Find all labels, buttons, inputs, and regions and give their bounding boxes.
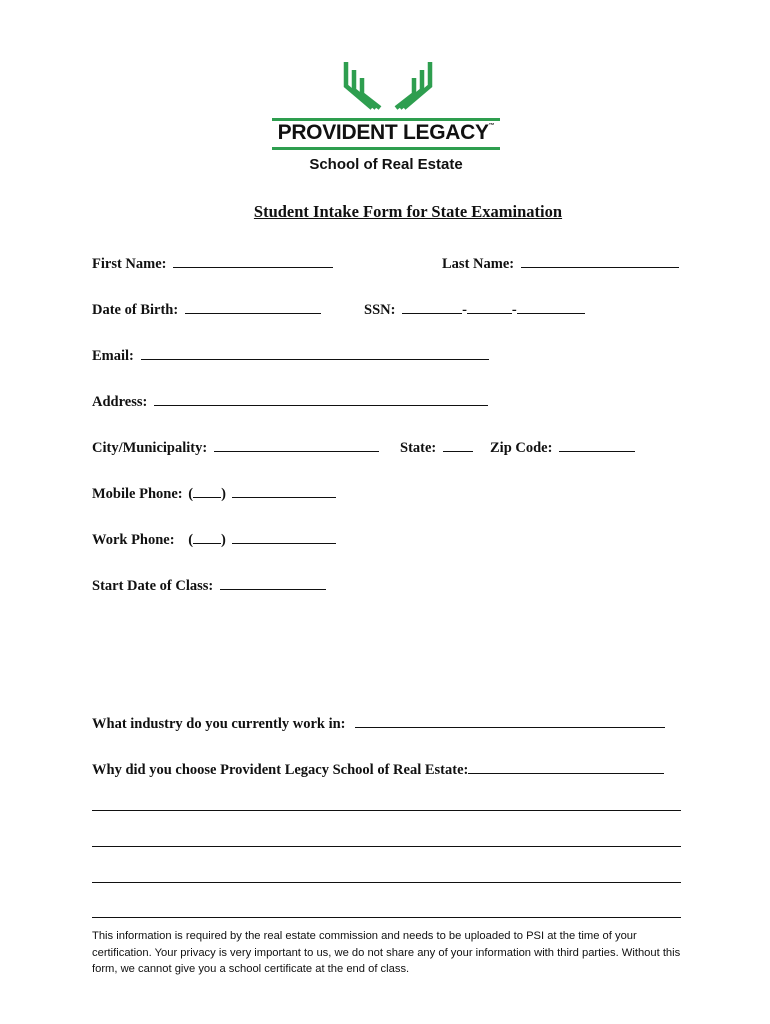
ssn-part2-input[interactable] bbox=[467, 300, 512, 314]
mobile-phone-field bbox=[92, 484, 336, 503]
why-label: Why did you choose Provident Legacy School of Real Estate: bbox=[92, 762, 469, 778]
form-title: Student Intake Form for State Examination bbox=[253, 202, 563, 221]
zip-field bbox=[490, 438, 635, 457]
privacy-notice: This information is required by the real estate commission and needs to be uploaded to PSI at the time of your certification. Your privacy is very important to us, we do not share any of your information with third parties. Without this form, we cannot give you a school certificate at the end of class. bbox=[92, 930, 681, 975]
city-input[interactable] bbox=[214, 438, 379, 452]
area-code-close: ) bbox=[221, 532, 226, 548]
work-phone-label: Work Phone: bbox=[92, 532, 175, 548]
open-book-icon bbox=[338, 58, 438, 112]
state-field bbox=[400, 438, 473, 457]
first-name-input[interactable] bbox=[173, 254, 333, 268]
city-field bbox=[92, 438, 379, 457]
state-label: State: bbox=[400, 440, 437, 456]
ssn-part1-input[interactable] bbox=[402, 300, 462, 314]
mobile-phone-label: Mobile Phone: bbox=[92, 486, 183, 502]
industry-label: What industry do you currently work in: bbox=[92, 716, 346, 732]
start-date-field bbox=[92, 576, 326, 595]
ssn-part3-input[interactable] bbox=[517, 300, 585, 314]
last-name-field bbox=[442, 254, 679, 273]
email-input[interactable] bbox=[141, 346, 489, 360]
first-name-field bbox=[92, 254, 333, 273]
why-answer-line[interactable] bbox=[92, 917, 681, 918]
why-answer-line[interactable] bbox=[92, 846, 681, 847]
dob-field bbox=[92, 300, 321, 319]
area-code-open: ( bbox=[188, 486, 194, 502]
email-field bbox=[92, 346, 489, 365]
industry-input[interactable] bbox=[355, 714, 665, 728]
city-label: City/Municipality: bbox=[92, 440, 208, 456]
logo-subtitle: School of Real Estate bbox=[309, 156, 463, 173]
address-input[interactable] bbox=[154, 392, 488, 406]
ssn-dash: - bbox=[511, 302, 517, 318]
logo-bottom-rule bbox=[272, 147, 500, 150]
area-code-close: ) bbox=[221, 486, 226, 502]
provident-legacy-logo bbox=[272, 58, 502, 178]
why-answer-line[interactable] bbox=[92, 882, 681, 883]
email-label: Email: bbox=[92, 348, 134, 364]
last-name-input[interactable] bbox=[521, 254, 679, 268]
ssn-dash: - bbox=[462, 302, 467, 318]
why-question bbox=[92, 760, 664, 779]
state-input[interactable] bbox=[443, 438, 473, 452]
start-date-input[interactable] bbox=[220, 576, 326, 590]
dob-input[interactable] bbox=[185, 300, 321, 314]
work-phone-field bbox=[92, 530, 336, 549]
zip-label: Zip Code: bbox=[490, 440, 553, 456]
mobile-number-input[interactable] bbox=[232, 484, 336, 498]
area-code-open: ( bbox=[188, 532, 194, 548]
first-name-label: First Name: bbox=[92, 256, 167, 272]
ssn-label: SSN: bbox=[364, 302, 396, 318]
dob-label: Date of Birth: bbox=[92, 302, 179, 318]
last-name-label: Last Name: bbox=[442, 256, 515, 272]
address-label: Address: bbox=[92, 394, 148, 410]
address-field bbox=[92, 392, 488, 411]
industry-question bbox=[92, 714, 665, 733]
ssn-field bbox=[364, 300, 585, 319]
logo-wordmark: PROVIDENT LEGACY™ bbox=[277, 121, 495, 144]
work-area-code-input[interactable] bbox=[193, 530, 221, 544]
mobile-area-code-input[interactable] bbox=[193, 484, 221, 498]
why-answer-line[interactable] bbox=[92, 810, 681, 811]
why-input[interactable] bbox=[468, 760, 664, 774]
zip-input[interactable] bbox=[559, 438, 635, 452]
work-number-input[interactable] bbox=[232, 530, 336, 544]
start-date-label: Start Date of Class: bbox=[92, 578, 214, 594]
